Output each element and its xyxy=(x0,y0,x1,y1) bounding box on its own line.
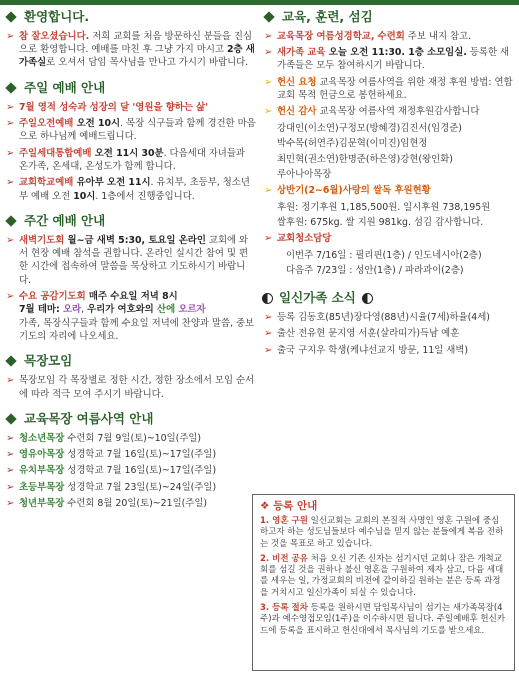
family-title: 일신가족 소식 xyxy=(262,289,516,307)
arrow-icon: ➢ xyxy=(6,481,15,493)
list-item: ➢ 출국 구지우 학생(케냐선교지 방문, 11일 새벽) xyxy=(262,344,516,357)
list-item: ➢ 헌신 요청 교육목장 여름사역을 위한 재정 후원 방법: 연합교회 목적 헌금으로 봉헌하세요. xyxy=(264,76,513,102)
diamond-icon xyxy=(5,11,16,22)
mokjang-title: 목장모임 xyxy=(4,352,256,370)
list-item: ➢ 새가족 교육 오늘 오전 11:30. 1층 소모임실. 등록한 새가족들은 모두 참여하시기 바랍니다. xyxy=(264,47,510,72)
arrow-icon: ➢ xyxy=(6,498,15,509)
arrow-icon: ➢ xyxy=(264,47,273,59)
arrow-icon: ➢ xyxy=(264,344,273,356)
arrow-icon: ➢ xyxy=(264,312,273,323)
diamond-icon xyxy=(263,11,274,22)
list-item: ➢ 교회청소담당 xyxy=(262,232,516,245)
summer-section xyxy=(4,410,256,510)
arrow-icon: ➢ xyxy=(264,106,273,118)
arrow-icon: ➢ xyxy=(6,375,15,387)
registration-paragraph: 2. 비전 공유 처음 오신 기존 신자는 섬기시던 교회나 잠은 개척교회를 섬길 것을 권하나 불신 영혼을 구원하여 제자 삼고, 다음 세대를 세우는 일, 가정교회의 비전에 같이하길 원하는 분은 등록 과정을 거치시고 일신가족이 되실 수 있습니다. xyxy=(260,553,504,598)
list-item: ➢ 영유아목장 성경학교 7월 16일(토)~17일(주일) xyxy=(4,448,256,461)
arrow-icon: ➢ xyxy=(6,291,15,303)
arrow-icon: ➢ xyxy=(6,30,15,42)
arrow-icon: ➢ xyxy=(264,76,273,88)
weekly-title: 주간 예배 안내 xyxy=(4,212,256,230)
arrow-icon: ➢ xyxy=(6,432,15,444)
arrow-icon: ➢ xyxy=(6,147,15,159)
arrow-icon: ➢ xyxy=(6,234,15,246)
list-item: ➢ 참 잘오셨습니다. 저희 교회를 처음 방문하신 분들을 진심으로 환영합니다. 예배를 마친 후 그냥 가지 마시고 2층 새가족실로 오셔서 담임 목사님을 만나고 가시기 바랍니다. xyxy=(6,30,255,69)
weekly-section xyxy=(4,212,256,344)
diamond-icon xyxy=(5,356,16,367)
diamond-icon xyxy=(5,82,16,93)
right-column xyxy=(262,8,516,366)
education-section xyxy=(262,8,516,277)
list-item: ➢ 청소년목장 수련회 7월 9일(토)~10일(주일) xyxy=(4,432,256,445)
registration-paragraph: 3. 등록 절차 등록을 원하시면 담임목사님이 섬기는 새가족목장(4주)과 예수영접모임(1주)을 이수하시면 됩니다. 주일예배후 헌신카드에 등록을 표시하고 헌신대에서 목사님의 기도를 받으세요. xyxy=(260,603,506,636)
list-item: ➢ 상반기(2~6월)사랑의 쌀독 후원현황 xyxy=(262,184,516,197)
arrow-icon: ➢ xyxy=(6,101,15,113)
welcome-section xyxy=(4,8,256,70)
family-section xyxy=(262,289,516,357)
list-item: ➢ 유치부목장 성경학교 7월 16일(토)~17일(주일) xyxy=(4,464,256,477)
mokjang-section xyxy=(4,352,256,400)
half-circle-icon xyxy=(262,293,273,304)
sunday-title: 주일 예배 안내 xyxy=(4,79,256,97)
left-column xyxy=(4,8,256,519)
list-item: ➢ 주일오전예배 오전 10시. 목장 식구들과 함께 경건한 마음으로 하나님께 예배드립니다. xyxy=(6,117,256,143)
rice-report: 후원: 정기후원 1,185,500원. 일시후원 738,195원 쌀후원: 675kg. 쌀 지원 981kg. 섬김 감사합니다. xyxy=(277,201,491,228)
list-item: ➢ 주일세대통합예배 오전 11시 30분. 다음세대 자녀들과 온가족, 온세대, 온성도가 함께 합니다. xyxy=(6,147,245,172)
sunday-section xyxy=(4,79,256,203)
arrow-icon: ➢ xyxy=(264,185,273,197)
donor-names: 강대인(이소연)구정모(방혜경)김진서(임경준) 박수목(허연주)김문혁(이미진)임현정 최민혁(권소연)한명준(하은영)강현(왕인화) 루아나아목장 xyxy=(277,122,462,180)
diamond-icon xyxy=(5,413,16,424)
arrow-icon: ➢ xyxy=(6,177,15,189)
list-item: ➢ 수요 공감기도회 매주 수요일 저녁 8시 7월 테마: 오라, 우리가 여호와의 산에 오르자 가족, 목장식구들과 함께 수요일 저녁에 찬양과 말씀, 중보 기도의 자리에 나오세요. xyxy=(6,291,255,343)
list-item: ➢ 7월 영적 성숙과 성장의 달 '영원을 향하는 삶' xyxy=(4,101,256,114)
arrow-icon: ➢ xyxy=(264,30,273,42)
summer-title: 교육목장 여름사역 안내 xyxy=(4,410,256,428)
education-title: 교육, 훈련, 섬김 xyxy=(262,8,516,26)
list-item: ➢ 교육목장 여름성경학교, 수련회 주보 내지 참고. xyxy=(262,30,516,43)
welcome-title: 환영합니다. xyxy=(4,8,256,26)
registration-box xyxy=(252,494,515,671)
half-circle-icon xyxy=(362,293,373,304)
arrow-icon: ➢ xyxy=(6,448,15,460)
list-item: ➢ 청년부목장 수련회 8월 20일(토)~21일(주일) xyxy=(4,497,256,510)
registration-title: ❖ 등록 안내 xyxy=(260,500,318,512)
list-item: ➢ 새벽기도회 월~금 새벽 5:30, 토요일 온라인 교회에 와서 현장 예배 참석을 권합니다. 온라인 실시간 참여 및 편한 시간에 접속하여 말씀을 묵상하고 기도하시기 바랍니다. xyxy=(6,234,249,286)
list-item: ➢ 초등부목장 성경학교 7월 23일(토)~24일(주일) xyxy=(4,481,256,494)
list-item: ➢ 교회학교예배 유아부 오전 11시. 유치부, 초등부, 청소년부 예배 오전 10시. 1층에서 진행중입니다. xyxy=(6,177,250,202)
arrow-icon: ➢ xyxy=(6,117,15,129)
arrow-icon: ➢ xyxy=(264,233,273,245)
diamond-icon xyxy=(5,215,16,226)
top-bar xyxy=(0,0,519,5)
list-item: ➢ 출산 전유현 문지영 서훈(살라띠가)득남 예훈 xyxy=(262,327,516,340)
arrow-icon: ➢ xyxy=(6,465,15,477)
cleaning-schedule: 이번주 7/16일 : 필리핀(1층) / 인도네시아(2층) 다음주 7/23일 : 성안(1층) / 파라과이(2층) xyxy=(286,249,482,276)
list-item: ➢ 헌신 감사 교육목장 여름사역 재정후원감사합니다 xyxy=(262,105,516,118)
registration-paragraph: 1. 영혼 구원 일신교회는 교회의 본질적 사명인 영혼 구원에 중심하고자 하는 성도님들보다 예수님을 믿지 않는 분들에게 복음 전하는 것을 목표로 하고 있습니다. xyxy=(260,515,504,549)
list-item: ➢ 목장모임 각 목장별로 정한 시간, 정한 장소에서 모임 순서에 따라 적극 모여 주시기 바랍니다. xyxy=(6,375,255,400)
arrow-icon: ➢ xyxy=(264,328,273,340)
list-item: ➢ 등록 김동호(85년)장다영(88년)시율(7세)하율(4세) xyxy=(262,311,516,324)
